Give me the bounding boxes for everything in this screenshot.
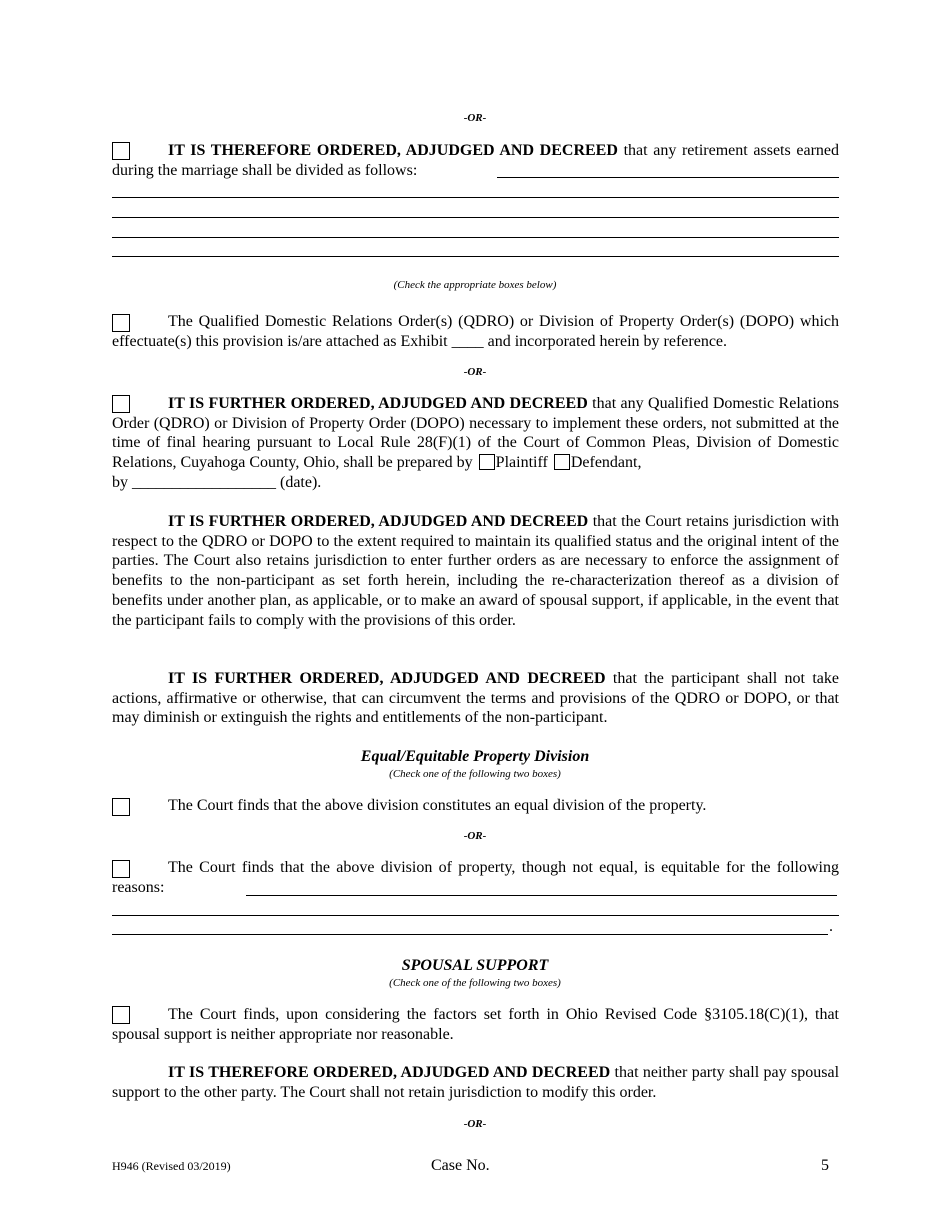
retirement-division-line-3[interactable] [112,237,839,238]
retirement-division-blank-line[interactable] [497,177,839,178]
order-heading: IT IS THEREFORE ORDERED, ADJUDGED AND DECREED [168,142,618,159]
equitable-reasons-line-2[interactable] [112,934,828,935]
participant-paragraph [112,669,839,728]
date-label: (date). [276,473,322,491]
form-id: H946 (Revised 03/2019) [112,1159,231,1173]
qdro-prepared-paragraph [112,394,839,493]
equitable-reasons-blank[interactable] [246,895,837,896]
order-heading: IT IS FURTHER ORDERED, ADJUDGED AND DECREED [168,395,588,412]
order-heading: IT IS FURTHER ORDERED, ADJUDGED AND DECREED [168,670,606,687]
or-separator: -OR- [463,366,487,378]
spousal-support-note: (Check one of the following two boxes) [389,977,561,989]
order-text: that any Qualified Domestic Relations Order (QDRO) or Division of Property Order (DOPO) necessary to implement these orders, not submitted at the time of final hearing pursuant to Local Rule 28(F)(1) of the Court of Common Pleas, Division of Domestic Relations, Cuyahoga County, Ohio, shall be prepared by [112,395,839,472]
spousal-support-heading: SPOUSAL SUPPORT [401,957,549,974]
property-division-note: (Check one of the following two boxes) [389,768,561,780]
retirement-division-line-2[interactable] [112,217,839,218]
spousal-support-order [112,1063,839,1102]
order-heading: IT IS FURTHER ORDERED, ADJUDGED AND DECREED [168,513,589,530]
date-blank[interactable]: __________________ [132,473,276,491]
order-text: that any retirement assets earned during the marriage shall be divided as follows: [112,142,840,179]
spousal-support-finding: The Court finds, upon considering the factors set forth in Ohio Revised Code §3105.18(C)(1), that spousal support is neither appropriate nor reasonable. [112,1006,839,1043]
equitable-reasons-line-1[interactable] [112,915,839,916]
plaintiff-checkbox[interactable] [479,454,495,470]
qdro-attached-text: The Qualified Domestic Relations Order(s) (QDRO) or Division of Property Order(s) (DOPO) which effectuate(s) this provision is/are attached as Exhibit [112,313,839,350]
qdro-attached-paragraph [112,312,839,351]
retirement-division-paragraph [112,141,839,180]
or-separator: -OR- [463,112,487,124]
defendant-label: Defendant, [570,454,642,472]
equitable-division-text: The Court finds that the above division of property, though not equal, is equitable for the following reasons: [112,859,839,896]
check-boxes-note: (Check the appropriate boxes below) [393,279,557,291]
retirement-division-line-4[interactable] [112,256,839,257]
reasons-period: . [829,918,833,935]
retirement-division-line-1[interactable] [112,197,839,198]
order-text: that the Court retains jurisdiction with respect to the QDRO or DOPO to the extent required to maintain its qualified status and the original intent of the parties. The Court also retains jurisdiction to enter further orders as are necessary to enforce the assignment of benefits to the non-participant as set forth herein, including the re-characterization thereof as a division of benefits under another plan, as applicable, or to make an award of spousal support, if applicable, in the event that the participant fails to comply with the provisions of this order. [112,513,839,629]
or-separator: -OR- [463,830,487,842]
order-text: that neither party shall pay spousal support to the other party. The Court shall not retain jurisdiction to modify this order. [112,1064,840,1101]
order-text: that the participant shall not take actions, affirmative or otherwise, that can circumvent the terms and provisions of the QDRO or DOPO, or that may diminish or extinguish the rights and entitlements of the non-participant. [112,670,839,727]
exhibit-blank[interactable]: ____ [451,332,484,350]
property-division-heading: Equal/Equitable Property Division [360,748,590,765]
jurisdiction-paragraph [112,512,839,630]
defendant-checkbox[interactable] [554,454,570,470]
page-number: 5 [821,1157,829,1174]
order-heading: IT IS THEREFORE ORDERED, ADJUDGED AND DECREED [168,1064,611,1081]
equal-division-text: The Court finds that the above division constitutes an equal division of the property. [168,797,707,814]
by-label: by [112,473,128,491]
case-number-label: Case No. [431,1157,490,1174]
qdro-attached-text-after: and incorporated herein by reference. [483,332,728,350]
or-separator: -OR- [463,1118,487,1130]
plaintiff-label: Plaintiff [495,454,548,472]
